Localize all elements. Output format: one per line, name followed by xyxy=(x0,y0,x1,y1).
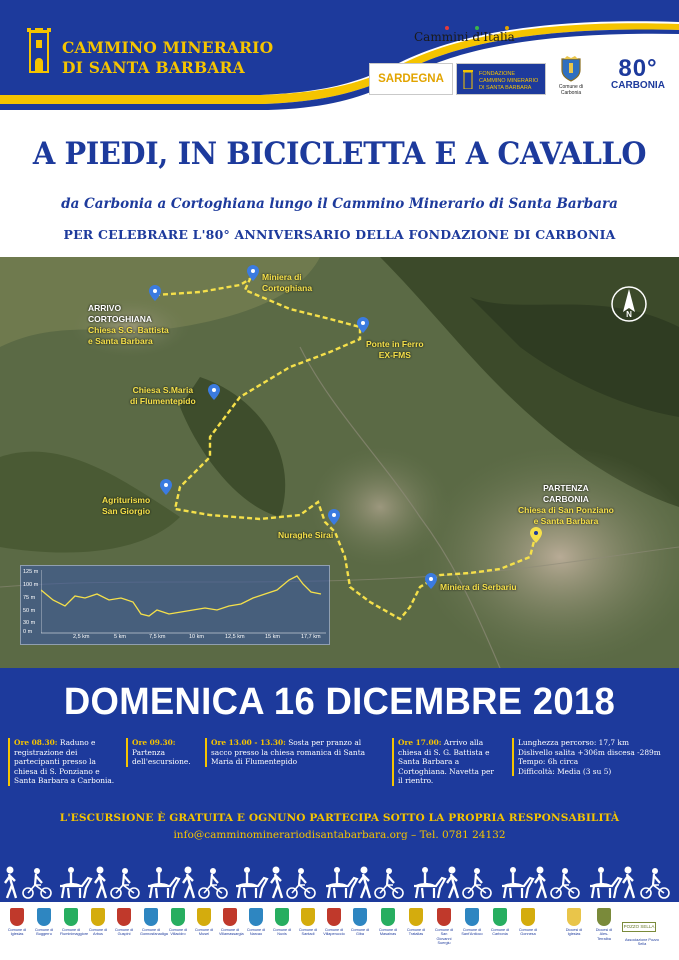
crest-label: Diocesi di Ales-Terralba xyxy=(595,928,613,941)
crest-label: Comune di Villaperuccio xyxy=(323,928,345,937)
crest-label: Comune di Musei xyxy=(194,928,214,937)
municipalities-strip xyxy=(0,902,679,960)
crest-icon xyxy=(493,908,507,926)
municipality-crest xyxy=(140,908,168,937)
mine-tower-logo-icon xyxy=(24,28,54,74)
map-pin-partenza-icon xyxy=(530,527,542,543)
xtick: 12,5 km xyxy=(225,634,245,640)
map-pin-chiesa-maria-icon xyxy=(208,384,220,400)
map-pin-nuraghe-icon xyxy=(328,509,340,525)
ytick: 30 m xyxy=(23,620,36,626)
route-details xyxy=(512,738,676,776)
label-serbariu: Miniera di Serbariu xyxy=(440,582,517,592)
municipality-crest xyxy=(323,908,345,937)
municipality-crest xyxy=(492,908,508,937)
program-text: Partenza dell'escursione. xyxy=(132,747,191,767)
detail-elevation: Dislivello salita +306m discesa -289m xyxy=(518,747,661,757)
crest-icon xyxy=(327,908,341,926)
program-text: Raduno e registrazione dei partecipanti presso la chiesa di S. Ponziano e Santa Barbara a Carbonia. xyxy=(14,738,115,786)
crest-label: Comune di Arbus xyxy=(88,928,108,937)
anniversary-city: CARBONIA xyxy=(611,80,665,91)
municipality-crest xyxy=(520,908,536,937)
detail-difficulty: Difficoltà: Media (3 su 5) xyxy=(518,766,612,776)
municipality-crest xyxy=(300,908,316,937)
label-line: Chiesa S.G. Battista xyxy=(88,325,169,335)
program-time: Ore 09.30: xyxy=(132,738,176,747)
crest-label: Comune di Iglesias xyxy=(7,928,27,937)
municipality-crest xyxy=(352,908,368,937)
label-line: PARTENZA xyxy=(543,483,589,493)
ytick: 75 m xyxy=(23,595,36,601)
sardegna-logo: SARDEGNA xyxy=(369,63,453,95)
event-date: DOMENICA 16 DICEMBRE 2018 xyxy=(63,681,616,723)
municipality-crest xyxy=(196,908,212,937)
ytick: 0 m xyxy=(23,629,33,635)
comune-label: Comune di Carbonia xyxy=(558,84,584,96)
crest-icon xyxy=(10,908,24,926)
compass-letter: N xyxy=(626,310,632,319)
crest-icon xyxy=(249,908,263,926)
pozzo-sella-logo: POZZO SELLA xyxy=(622,922,656,932)
label-line: San Giorgio xyxy=(102,506,151,516)
label-line: Agriturismo xyxy=(102,495,151,505)
route-map xyxy=(0,257,679,668)
crest-icon xyxy=(409,908,423,926)
municipality-crest xyxy=(274,908,290,937)
crest-label: Comune di Buggerru xyxy=(34,928,54,937)
crest-label: Comune di Villamassargia xyxy=(219,928,244,937)
crest-icon xyxy=(301,908,315,926)
municipality-crest xyxy=(380,908,396,937)
xtick: 10 km xyxy=(189,634,204,640)
ytick: 100 m xyxy=(23,582,39,588)
map-pin-arrivo-icon xyxy=(149,285,161,301)
crest-label: Comune di Tratalias xyxy=(406,928,426,937)
map-pin-agriturismo-icon xyxy=(160,479,172,495)
xtick: 17,7 km xyxy=(301,634,321,640)
crest-label: Comune di Masainas xyxy=(378,928,398,937)
crest-icon xyxy=(381,908,395,926)
crest-label: Comune di Fluminimaggiore xyxy=(60,928,89,937)
crest-icon xyxy=(353,908,367,926)
crest-label: Comune di Santadi xyxy=(298,928,318,937)
label-nuraghe: Nuraghe Sirai xyxy=(278,530,334,540)
ytick: 50 m xyxy=(23,608,36,614)
label-line: CORTOGHIANA xyxy=(88,314,153,324)
crest-icon xyxy=(521,908,535,926)
crest-icon xyxy=(171,908,185,926)
logo-title xyxy=(62,38,273,78)
label-arrivo xyxy=(88,303,169,347)
crest-label: Comune di San Giovanni Suergiu xyxy=(434,928,454,946)
label-line: e Santa Barbara xyxy=(88,336,153,346)
header xyxy=(0,0,679,110)
elevation-profile xyxy=(20,565,330,645)
contact-line xyxy=(0,829,679,841)
crest-icon xyxy=(275,908,289,926)
map-pin-miniera-cortoghiana-icon xyxy=(247,265,259,281)
crest-label: Comune di Carbonia xyxy=(490,928,510,937)
cammini-italia-logo: Cammini d'Italia xyxy=(414,30,515,44)
map-pin-serbariu-icon xyxy=(425,573,437,589)
crest-label: Diocesi di Iglesias xyxy=(565,928,583,937)
municipality-crest xyxy=(219,908,244,937)
program-time: Ore 17.00: xyxy=(398,738,442,747)
municipality-crest xyxy=(436,908,452,946)
label-line: Miniera di xyxy=(262,272,302,282)
program-text: Arrivo alla chiesa di S. G. Battista e Santa Barbara a Cortoghiana. Navetta per il rientro. xyxy=(398,738,494,786)
program-item xyxy=(8,738,118,786)
label-ponte xyxy=(366,339,424,361)
comune-carbonia-logo xyxy=(553,56,589,96)
label-line: e Santa Barbara xyxy=(533,516,599,526)
municipality-crest xyxy=(566,908,582,937)
municipality-crest xyxy=(170,908,186,937)
xtick: 15 km xyxy=(265,634,280,640)
fondazione-line2: CAMMINO MINERARIO xyxy=(479,78,539,84)
responsibility-note: L'ESCURSIONE È GRATUITA E OGNUNO PARTECIPA SOTTO LA PROPRIA RESPONSABILITÀ xyxy=(59,812,620,824)
label-line: Chiesa di San Ponziano xyxy=(518,505,614,515)
program-item xyxy=(205,738,381,767)
crest-icon xyxy=(64,908,78,926)
xtick: 7,5 km xyxy=(149,634,166,640)
crest-icon xyxy=(223,908,237,926)
program-text: Sosta per pranzo al sacco presso la chiesa romanica di Santa Maria di Flumentepido xyxy=(211,738,366,767)
fondazione-logo xyxy=(456,63,546,95)
crest-label: Comune di Guspini xyxy=(114,928,134,937)
crest-label: Comune di Sant'Antioco xyxy=(461,928,483,937)
crest-icon xyxy=(91,908,105,926)
email-link[interactable]: info@camminominerariodisantabarbara.org xyxy=(173,829,408,841)
crest-label: Comune di Giba xyxy=(350,928,370,937)
municipality-crest xyxy=(36,908,52,937)
pozzo-sella-label: Associazione Pozzo Sella xyxy=(625,938,659,946)
municipality-crest xyxy=(9,908,25,937)
logo-title-line1: CAMMINO MINERARIO xyxy=(62,38,274,57)
crest-icon xyxy=(437,908,451,926)
detail-length: Lunghezza percorso: 17,7 km xyxy=(518,738,629,747)
mine-tower-icon xyxy=(462,70,474,89)
municipality-crest xyxy=(461,908,483,937)
xtick: 5 km xyxy=(114,634,126,640)
label-chiesa-maria xyxy=(130,385,196,407)
label-line: ARRIVO xyxy=(88,303,122,313)
fondazione-line3: DI SANTA BARBARA xyxy=(479,85,532,91)
municipality-crest xyxy=(408,908,424,937)
label-miniera-cortoghiana xyxy=(262,272,312,294)
anniversary-80-logo xyxy=(604,56,672,91)
label-line: CARBONIA xyxy=(543,494,589,504)
label-partenza xyxy=(518,483,614,527)
label-line: Chiesa S.Maria xyxy=(132,385,194,395)
crest-icon xyxy=(144,908,158,926)
program-item xyxy=(392,738,500,786)
map-pin-ponte-icon xyxy=(357,317,369,333)
label-line: Ponte in Ferro xyxy=(366,339,424,349)
label-line: EX-FMS xyxy=(378,350,411,360)
phone: – Tel. 0781 24132 xyxy=(411,829,506,841)
crest-icon xyxy=(197,908,211,926)
anniversary-line: PER CELEBRARE L'80° ANNIVERSARIO DELLA FONDAZIONE DI CARBONIA xyxy=(63,227,616,242)
label-line: di Flumentepido xyxy=(130,396,196,406)
crest-icon xyxy=(117,908,131,926)
crest-icon xyxy=(567,908,581,926)
logo-title-line2: DI SANTA BARBARA xyxy=(62,58,245,77)
crest-icon xyxy=(597,908,611,926)
program-time: Ore 13.00 - 13.30: xyxy=(211,738,286,747)
crest-label: Comune di Villacidro xyxy=(168,928,188,937)
municipality-crest xyxy=(90,908,106,937)
walkers-cyclists-horses-graphic xyxy=(0,862,679,902)
label-agriturismo xyxy=(102,495,150,517)
program-time: Ore 08.30: xyxy=(14,738,58,747)
label-line: Cortoghiana xyxy=(262,283,313,293)
crest-icon xyxy=(465,908,479,926)
crest-label: Comune di Gonnesa xyxy=(518,928,538,937)
crest-icon xyxy=(37,908,51,926)
subtitle: da Carbonia a Cortoghiana lungo il Cammino Minerario di Santa Barbara xyxy=(61,196,618,212)
program-item xyxy=(126,738,196,767)
xtick: 2,5 km xyxy=(73,634,90,640)
crest-label: Comune di Nuxis xyxy=(272,928,292,937)
coat-of-arms-icon xyxy=(560,56,582,82)
detail-time: Tempo: 6h circa xyxy=(518,757,579,767)
fondazione-line1: FONDAZIONE xyxy=(479,71,516,77)
main-title: A PIEDI, IN BICICLETTA E A CAVALLO xyxy=(32,136,647,172)
municipality-crest xyxy=(116,908,132,937)
crest-label: Comune di Narcao xyxy=(246,928,266,937)
elevation-line-graphic xyxy=(41,570,326,634)
municipality-crest xyxy=(60,908,89,937)
municipality-crest xyxy=(248,908,264,937)
ytick: 125 m xyxy=(23,569,39,575)
anniversary-number: 80° xyxy=(618,55,658,82)
municipality-crest xyxy=(596,908,612,941)
crest-label: Comune di Gonnosfanadiga xyxy=(140,928,168,937)
